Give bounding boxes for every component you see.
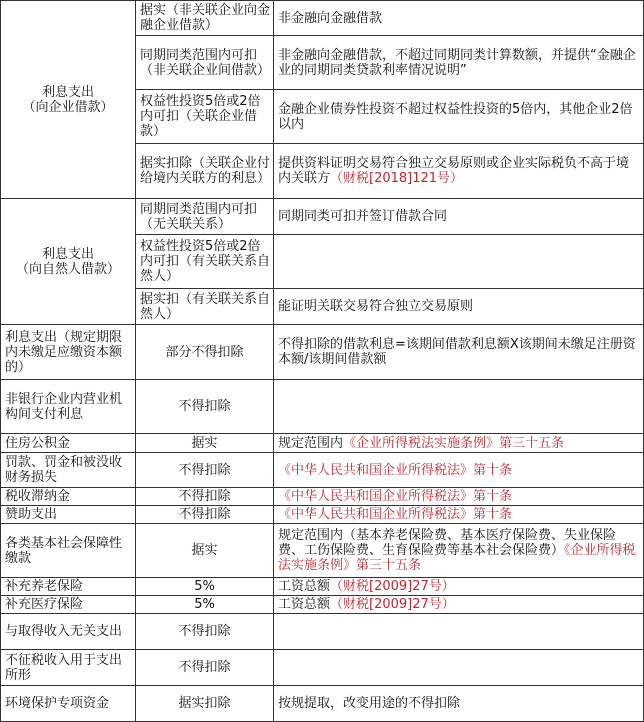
table-row <box>1 380 644 434</box>
category-cell: 补充养老保险 <box>1 578 136 596</box>
table-row <box>1 524 644 578</box>
item-cell: 同期同类范围内可扣（无关联关系） <box>136 199 274 235</box>
table-row <box>1 596 644 614</box>
category-cell: 利息支出（规定期限内未缴足应缴资本额的） <box>1 325 136 380</box>
table-row <box>1 453 644 488</box>
treatment-cell: 不得扣除 <box>136 488 274 506</box>
category-cell: 不征税收入用于支出所形 <box>1 650 136 686</box>
category-cell: 住房公积金 <box>1 434 136 453</box>
table-row <box>1 1 644 36</box>
category-cell: 赞助支出 <box>1 506 136 524</box>
item-cell: 据实扣除（关联企业付给境内关联方的利息） <box>136 144 274 199</box>
desc-cell: 《中华人民共和国企业所得税法》第十条 <box>274 488 644 506</box>
item-cell: 权益性投资5倍或2倍内可扣（关联企业借款） <box>136 90 274 144</box>
desc-cell <box>274 380 644 434</box>
table-row <box>1 199 644 235</box>
treatment-cell: 5% <box>136 596 274 614</box>
item-cell: 据实（非关联企业向金融企业借款） <box>136 1 274 36</box>
desc-cell <box>274 235 644 289</box>
treatment-cell: 据实 <box>136 524 274 578</box>
desc-cell <box>274 614 644 650</box>
category-cell: 罚款、罚金和被没收财务损失 <box>1 453 136 488</box>
desc-cell: 规定范围内《企业所得税法实施条例》第三十五条 <box>274 434 644 453</box>
treatment-cell: 5% <box>136 578 274 596</box>
item-cell: 权益性投资5倍或2倍内可扣（有关联关系自然人） <box>136 235 274 289</box>
table-row <box>1 686 644 722</box>
desc-cell: 同期同类可扣并签订借款合同 <box>274 199 644 235</box>
treatment-cell: 不得扣除 <box>136 614 274 650</box>
table-row <box>1 488 644 506</box>
treatment-cell: 部分不得扣除 <box>136 325 274 380</box>
table-row <box>1 578 644 596</box>
treatment-cell: 不得扣除 <box>136 650 274 686</box>
desc-cell: 工资总额（财税[2009]27号） <box>274 578 644 596</box>
treatment-cell: 据实 <box>136 434 274 453</box>
treatment-cell: 据实扣除 <box>136 686 274 722</box>
table-row <box>1 614 644 650</box>
desc-cell: 提供资料证明交易符合独立交易原则或企业实际税负不高于境内关联方（财税[2018]121号） <box>274 144 644 199</box>
desc-cell: 按规提取，改变用途的不得扣除 <box>274 686 644 722</box>
table-row <box>1 434 644 453</box>
desc-cell: 工资总额（财税[2009]27号） <box>274 596 644 614</box>
category-cell: 环境保护专项资金 <box>1 686 136 722</box>
item-cell: 据实扣（有关联关系自然人） <box>136 289 274 325</box>
table-row <box>1 325 644 380</box>
table-row <box>1 506 644 524</box>
category-cell: 非银行企业内营业机构间支付利息 <box>1 380 136 434</box>
item-cell: 同期同类范围内可扣（非关联企业间借款） <box>136 36 274 90</box>
treatment-cell: 不得扣除 <box>136 506 274 524</box>
desc-cell: 《中华人民共和国企业所得税法》第十条 <box>274 506 644 524</box>
desc-cell: 规定范围内（基本养老保险费、基本医疗保险费、失业保险费、工伤保险费、生育保险费等基本社会保险费）《企业所得税法实施条例》第三十五条 <box>274 524 644 578</box>
treatment-cell: 不得扣除 <box>136 453 274 488</box>
desc-cell: 非金融向金融借款 <box>274 1 644 36</box>
table-row <box>1 650 644 686</box>
desc-cell: 金融企业债券性投资不超过权益性投资的5倍内，其他企业2倍以内 <box>274 90 644 144</box>
category-cell: 税收滞纳金 <box>1 488 136 506</box>
desc-cell: 不得扣除的借款利息=该期间借款利息额X该期间未缴足注册资本额/该期间借款额 <box>274 325 644 380</box>
category-cell: 各类基本社会保障性缴款 <box>1 524 136 578</box>
category-cell: 利息支出 （向自然人借款） <box>1 199 136 325</box>
desc-cell: 能证明关联交易符合独立交易原则 <box>274 289 644 325</box>
desc-cell: 《中华人民共和国企业所得税法》第十条 <box>274 453 644 488</box>
desc-cell <box>274 650 644 686</box>
desc-cell: 非金融向金融借款，不超过同期同类计算数额，并提供“金融企业的同期同类贷款利率情况说明” <box>274 36 644 90</box>
treatment-cell: 不得扣除 <box>136 380 274 434</box>
category-cell: 利息支出 （向企业借款） <box>1 1 136 199</box>
category-cell: 补充医疗保险 <box>1 596 136 614</box>
category-cell: 与取得收入无关支出 <box>1 614 136 650</box>
